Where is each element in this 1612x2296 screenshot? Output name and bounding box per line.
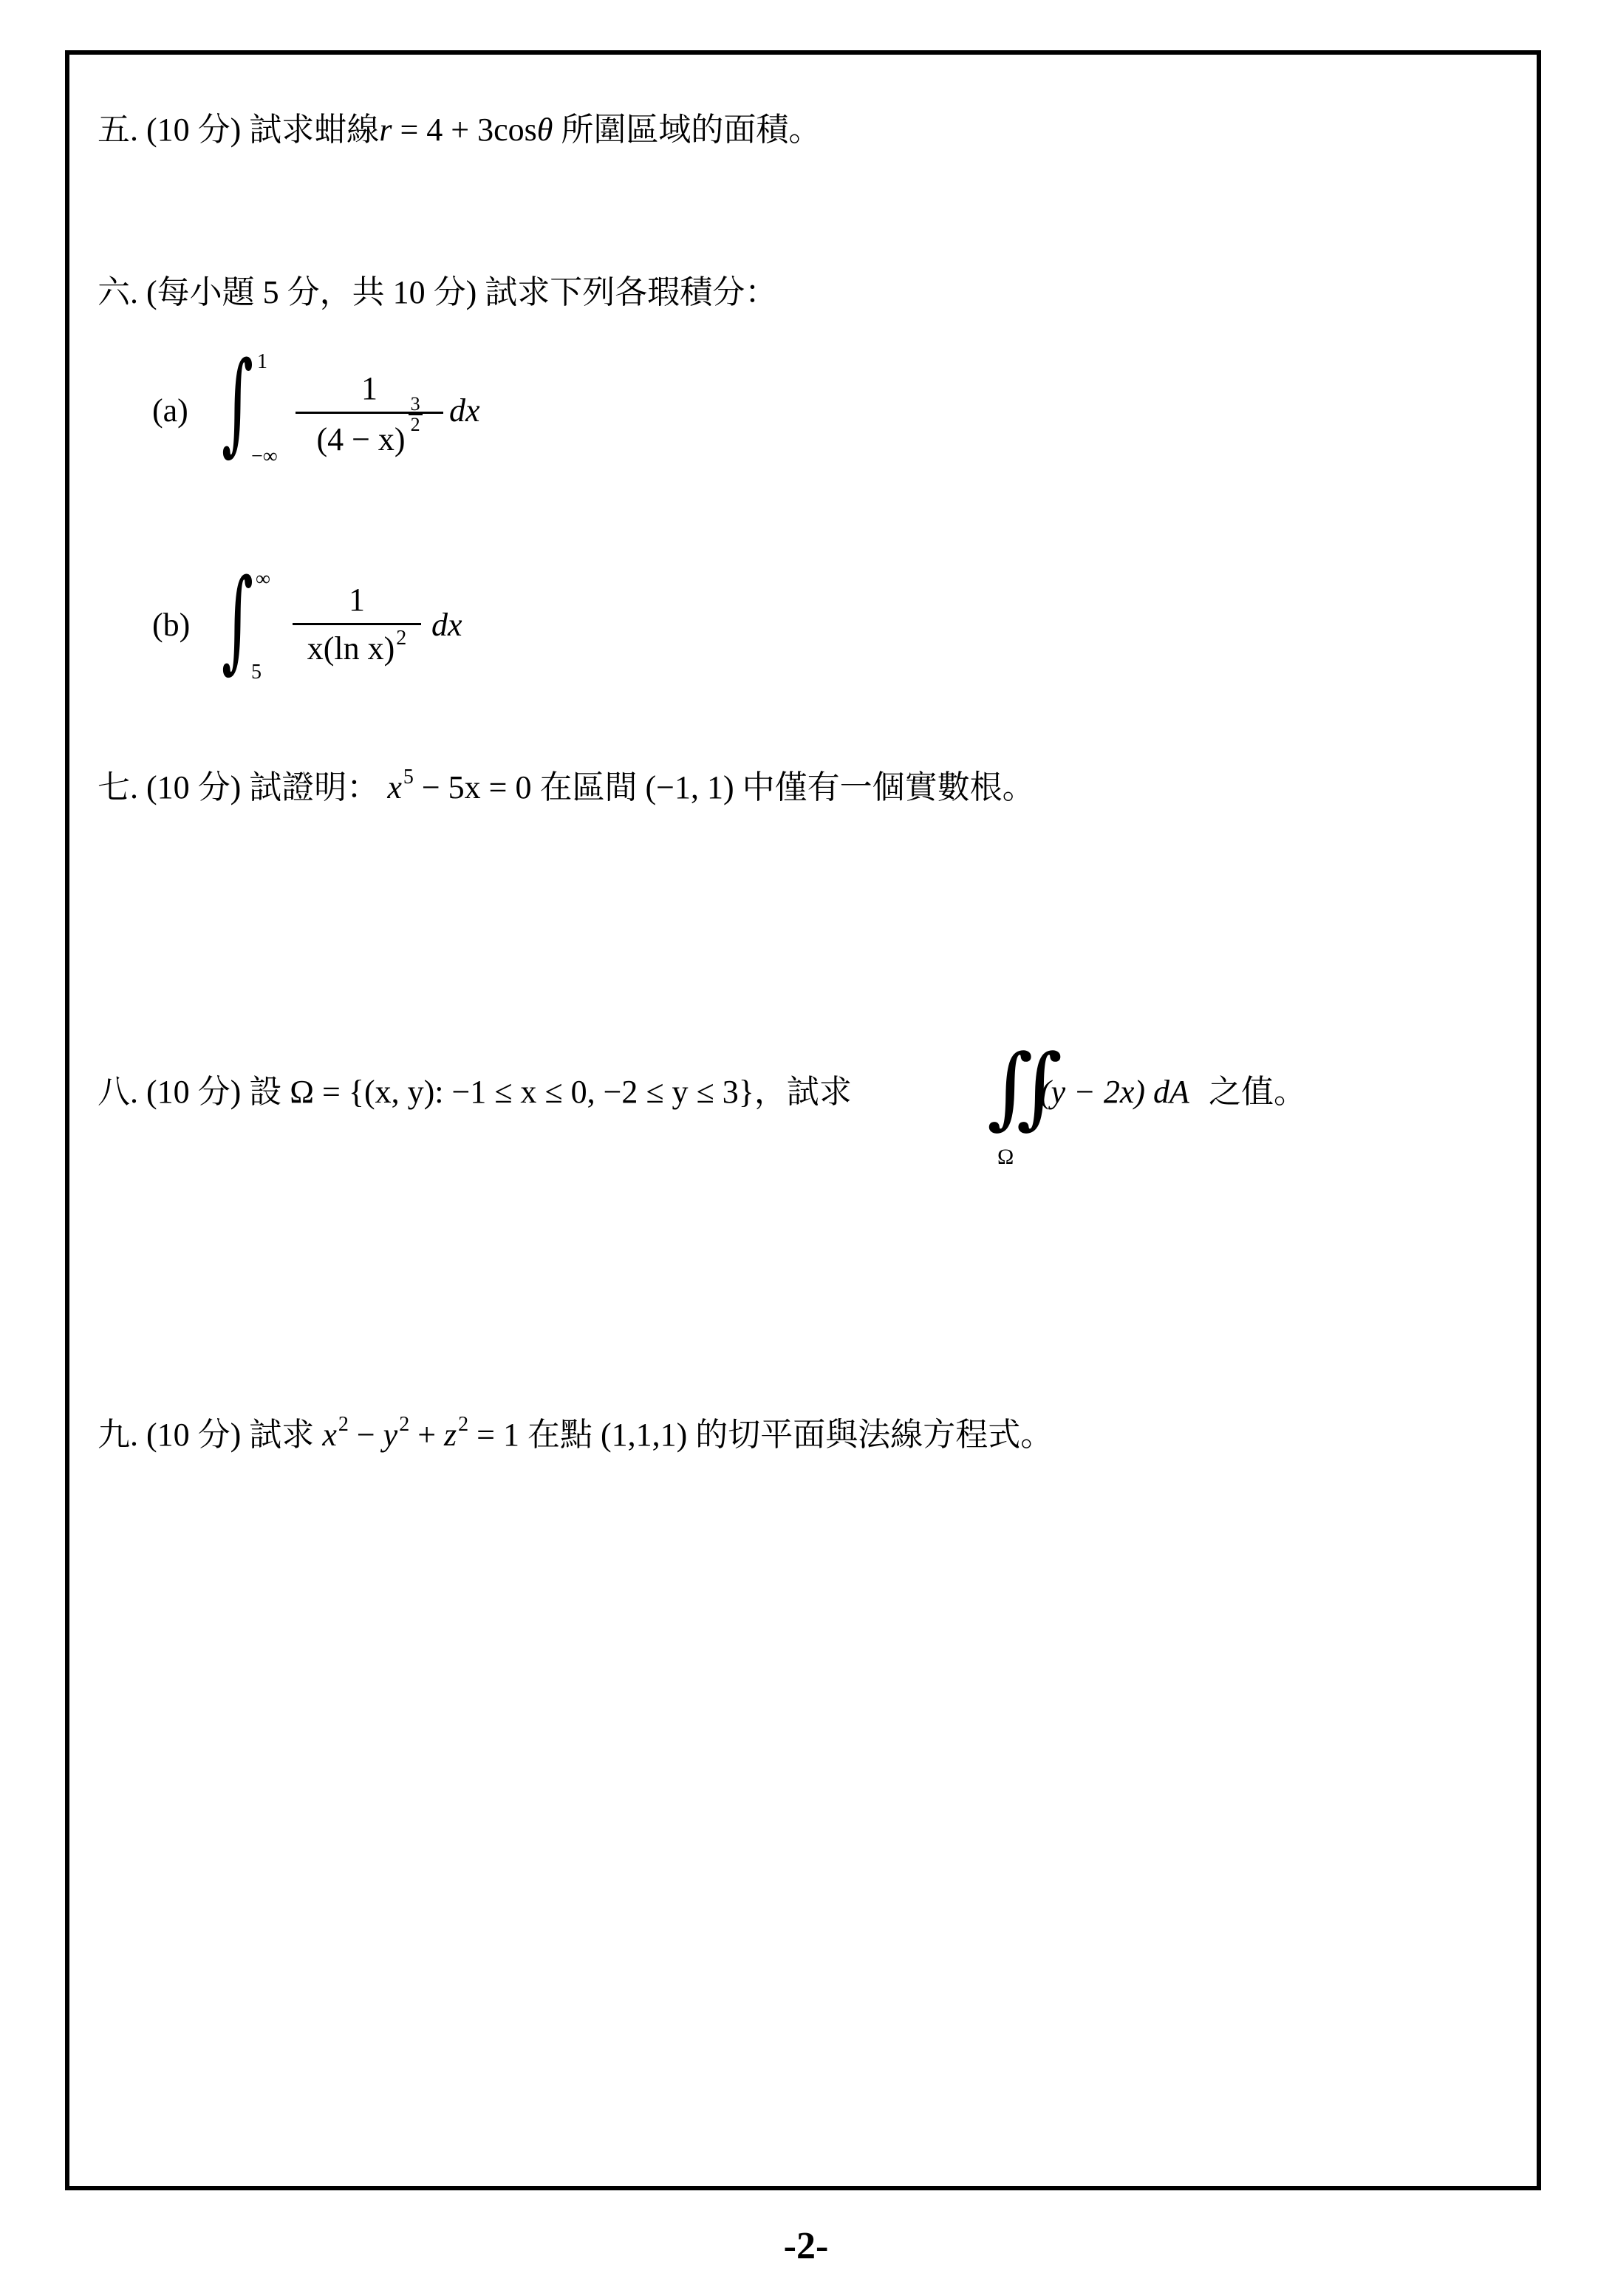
integrand-a-denominator: (4 − x) bbox=[316, 421, 406, 457]
question-6 bbox=[98, 273, 777, 313]
question-9-equals: = 1 bbox=[468, 1417, 519, 1453]
integrand-a-differential: dx bbox=[449, 392, 480, 429]
question-8-number: 八. bbox=[98, 1074, 138, 1110]
question-9-text-after: 在點 (1,1,1) 的切平面與法線方程式。 bbox=[527, 1417, 1053, 1453]
integrand-b-fraction bbox=[293, 581, 421, 667]
question-5-formula: = 4 + 3cos bbox=[392, 112, 537, 148]
integrand-a-exponent bbox=[409, 395, 423, 435]
question-6-points: (每小題 5 分，共 10 分) bbox=[146, 274, 477, 310]
question-7-formula: − 5x = 0 bbox=[413, 769, 532, 805]
question-7-text-after: 在區間 (−1, 1) 中僅有一個實數根。 bbox=[539, 769, 1035, 805]
double-integral-integrand: (y − 2x) dA bbox=[1040, 1074, 1189, 1110]
question-9-x-exponent: 2 bbox=[338, 1413, 349, 1436]
integrand-b-exponent: 2 bbox=[396, 627, 407, 650]
page-number: -2- bbox=[783, 2225, 829, 2267]
question-5-points: (10 分) bbox=[146, 112, 242, 148]
integral-a-lower-limit: −∞ bbox=[251, 445, 278, 468]
question-9-minus: − bbox=[348, 1417, 383, 1453]
question-9-text: 試求 bbox=[249, 1417, 315, 1453]
question-9-z-exponent: 2 bbox=[458, 1413, 469, 1436]
question-9-y: y bbox=[383, 1417, 398, 1453]
question-8-points: (10 分) bbox=[146, 1074, 242, 1110]
question-7-number: 七. bbox=[98, 769, 138, 805]
question-8 bbox=[98, 1073, 852, 1112]
integrand-a-fraction bbox=[296, 369, 443, 458]
question-9-y-exponent: 2 bbox=[399, 1413, 410, 1436]
question-7-exponent: 5 bbox=[403, 766, 414, 788]
question-6-text: 試求下列各瑕積分： bbox=[485, 274, 778, 310]
question-5-theta: θ bbox=[536, 112, 553, 148]
question-9-z: z bbox=[444, 1417, 457, 1453]
exam-frame bbox=[65, 50, 1541, 2190]
question-5-formula-var: r bbox=[379, 112, 392, 148]
integrand-a-denominator-group bbox=[296, 393, 443, 458]
question-7-x: x bbox=[387, 769, 402, 805]
question-8-text-after: 之值。 bbox=[1209, 1074, 1306, 1110]
question-6-number: 六. bbox=[98, 274, 138, 310]
question-5 bbox=[98, 111, 821, 150]
question-9-number: 九. bbox=[98, 1417, 138, 1453]
integral-b-lower-limit: 5 bbox=[251, 661, 262, 684]
question-5-text: 試求蚶線 bbox=[249, 112, 380, 148]
integrand-b-numerator: 1 bbox=[349, 582, 365, 618]
integrand-b-denominator: x(ln x) bbox=[307, 630, 395, 667]
question-5-number: 五. bbox=[98, 112, 138, 148]
integrand-a-numerator: 1 bbox=[361, 370, 378, 406]
question-9-x: x bbox=[322, 1417, 337, 1453]
question-9-plus: + bbox=[409, 1417, 445, 1453]
integrand-b-differential: dx bbox=[431, 607, 462, 643]
question-5-text-after: 所圍區域的面積。 bbox=[561, 112, 822, 148]
double-integral-sign: ∬ bbox=[987, 1036, 1063, 1139]
question-6a-label: (a) bbox=[152, 392, 188, 429]
fraction-bar-b bbox=[293, 623, 421, 625]
double-integral-region: Ω bbox=[997, 1145, 1014, 1169]
question-7-points: (10 分) bbox=[146, 769, 242, 805]
exponent-a-denominator: 2 bbox=[410, 414, 420, 435]
question-9 bbox=[98, 1413, 1053, 1455]
question-9-points: (10 分) bbox=[146, 1417, 242, 1453]
question-7-text: 試證明： bbox=[249, 769, 380, 805]
integrand-b-denominator-group bbox=[293, 627, 421, 667]
exponent-a-numerator: 3 bbox=[409, 395, 423, 415]
question-7 bbox=[98, 766, 1035, 808]
question-6b-label: (b) bbox=[152, 607, 191, 643]
question-8-text: 設 Ω = {(x, y): −1 ≤ x ≤ 0, −2 ≤ y ≤ 3}，試求 bbox=[249, 1074, 852, 1110]
integral-b-upper-limit: ∞ bbox=[256, 568, 270, 590]
integral-sign-b: ∫ bbox=[222, 556, 253, 684]
integral-a-upper-limit: 1 bbox=[257, 350, 267, 373]
integral-sign-a: ∫ bbox=[222, 338, 253, 467]
